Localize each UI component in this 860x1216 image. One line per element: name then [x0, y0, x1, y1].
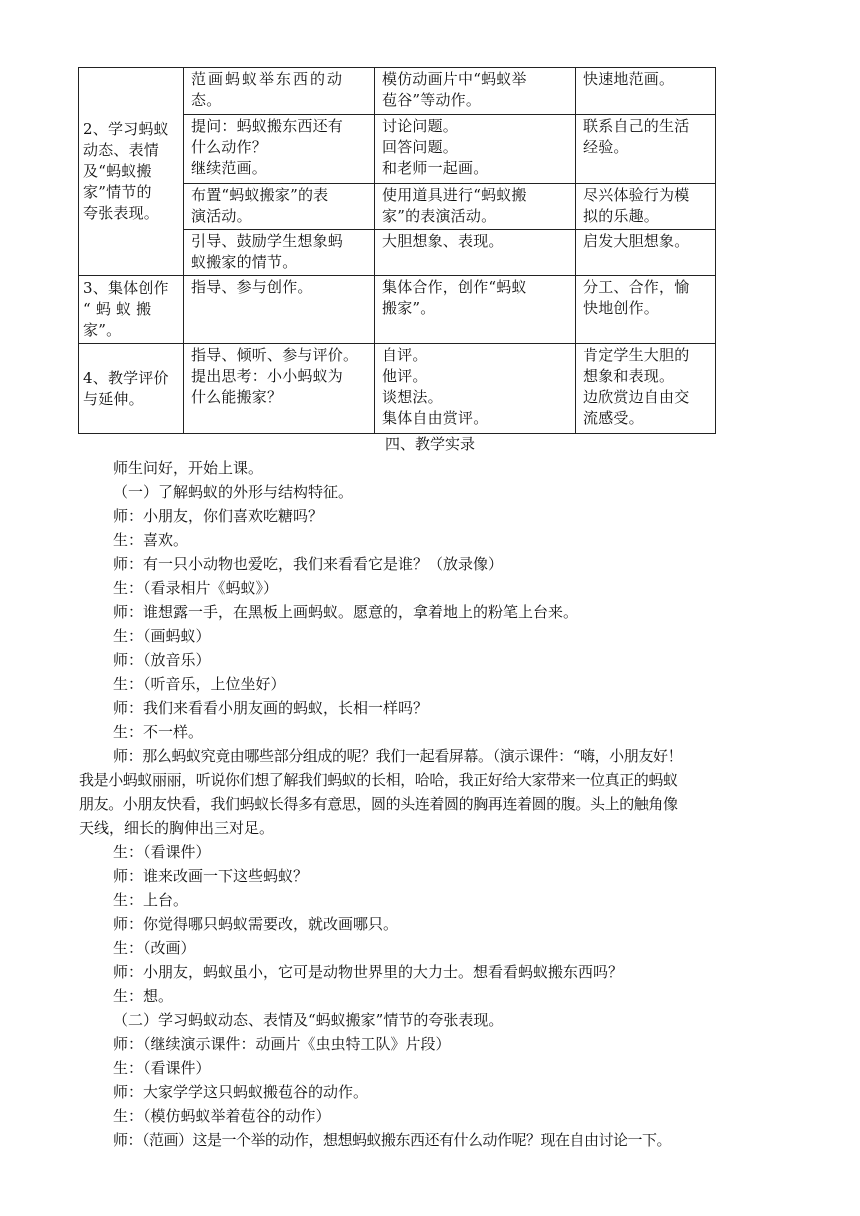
paragraph: 天线，细长的胸伸出三对足。	[79, 819, 275, 837]
teacher-activity-cell: 范画蚂蚁举东西的动 态。	[184, 68, 375, 115]
paragraph: 生：（画蚂蚁）	[113, 627, 211, 645]
teacher-activity-cell: 指导、参与创作。	[184, 276, 375, 344]
stage-cell: 4、教学评价 与延伸。	[79, 344, 184, 434]
student-activity-cell: 模仿动画片中“蚂蚁举 苞谷”等动作。	[375, 68, 576, 115]
paragraph: 师：我们来看看小朋友画的蚂蚁，长相一样吗？	[113, 699, 429, 717]
paragraph: 师：谁来改画一下这些蚂蚁？	[113, 867, 309, 885]
design-intent-cell: 尽兴体验行为模 拟的乐趣。	[576, 184, 716, 230]
table-row	[79, 68, 716, 115]
lesson-transcript	[79, 456, 780, 1152]
student-activity-cell: 大胆想象、表现。	[375, 230, 576, 276]
paragraph: 师：有一只小动物也爱吃，我们来看看它是谁？（放录像）	[113, 555, 504, 573]
paragraph: 生：（改画）	[113, 939, 196, 957]
table-row	[79, 276, 716, 344]
paragraph: 师：（放音乐）	[113, 651, 211, 669]
paragraph: 生：（看课件）	[113, 1059, 211, 1077]
paragraph: 生：（看录相片《蚂蚁》）	[113, 579, 279, 597]
design-intent-cell: 分工、合作，愉 快地创作。	[576, 276, 716, 344]
paragraph: 师：（继续演示课件：动画片《虫虫特工队》片段）	[113, 1035, 451, 1053]
paragraph: 生：想。	[113, 987, 174, 1005]
design-intent-cell: 快速地范画。	[576, 68, 716, 115]
paragraph: 生：（听音乐，上位坐好）	[113, 675, 286, 693]
stage-cell: 3、集体创作 “ 蚂 蚁 搬 家”。	[79, 276, 184, 344]
paragraph: 我是小蚂蚁丽丽，听说你们想了解我们蚂蚁的长相，哈哈，我正好给大家带来一位真正的蚂蚁	[79, 771, 678, 789]
paragraph: （二）学习蚂蚁动态、表情及“蚂蚁搬家”情节的夸张表现。	[113, 1011, 504, 1029]
student-activity-cell: 讨论问题。 回答问题。 和老师一起画。	[375, 115, 576, 184]
teacher-activity-cell: 提问：蚂蚁搬东西还有 什么动作？ 继续范画。	[184, 115, 375, 184]
paragraph: 生：喜欢。	[113, 531, 189, 549]
lesson-plan-table	[78, 67, 716, 434]
teacher-activity-cell: 指导、倾听、参与评价。 提出思考：小小蚂蚁为 什么能搬家？	[184, 344, 375, 434]
paragraph: 师：大家学学这只蚂蚁搬苞谷的动作。	[113, 1083, 369, 1101]
paragraph: 生：（看课件）	[113, 843, 211, 861]
student-activity-cell: 集体合作，创作“蚂蚁 搬家”。	[375, 276, 576, 344]
paragraph: 师：你觉得哪只蚂蚁需要改，就改画哪只。	[113, 915, 399, 933]
design-intent-cell: 肯定学生大胆的 想象和表现。 边欣赏边自由交 流感受。	[576, 344, 716, 434]
student-activity-cell: 使用道具进行“蚂蚁搬 家”的表演活动。	[375, 184, 576, 230]
paragraph: 师：小朋友，你们喜欢吃糖吗？	[113, 507, 324, 525]
paragraph: 师：谁想露一手，在黑板上画蚂蚁。愿意的，拿着地上的粉笔上台来。	[113, 603, 579, 621]
paragraph: 师：那么蚂蚁究竟由哪些部分组成的呢？我们一起看屏幕。（演示课件：“嗨，小朋友好！	[113, 747, 683, 765]
paragraph: 生：上台。	[113, 891, 189, 909]
teacher-activity-cell: 布置“蚂蚁搬家”的表 演活动。	[184, 184, 375, 230]
paragraph: 师生问好，开始上课。	[113, 459, 264, 477]
teacher-activity-cell: 引导、鼓励学生想象蚂 蚁搬家的情节。	[184, 230, 375, 276]
section-title: 四、教学实录	[384, 435, 475, 453]
design-intent-cell: 联系自己的生活 经验。	[576, 115, 716, 184]
paragraph: 师：小朋友，蚂蚁虽小，它可是动物世界里的大力士。想看看蚂蚁搬东西吗？	[113, 963, 624, 981]
table-row	[79, 344, 716, 434]
design-intent-cell: 启发大胆想象。	[576, 230, 716, 276]
paragraph: 师：（范画）这是一个举的动作，想想蚂蚁搬东西还有什么动作呢？现在自由讨论一下。	[113, 1131, 672, 1149]
paragraph: 生：（模仿蚂蚁举着苞谷的动作）	[113, 1107, 331, 1125]
paragraph: 生：不一样。	[113, 723, 204, 741]
paragraph: （一）了解蚂蚁的外形与结构特征。	[113, 483, 354, 501]
student-activity-cell: 自评。 他评。 谈想法。 集体自由赏评。	[375, 344, 576, 434]
stage-cell: 2、学习蚂蚁 动态、表情 及“蚂蚁搬 家”情节的 夸张表现。	[79, 68, 184, 276]
paragraph: 朋友。小朋友快看，我们蚂蚁长得多有意思，圆的头连着圆的胸再连着圆的腹。头上的触角像	[79, 795, 678, 813]
